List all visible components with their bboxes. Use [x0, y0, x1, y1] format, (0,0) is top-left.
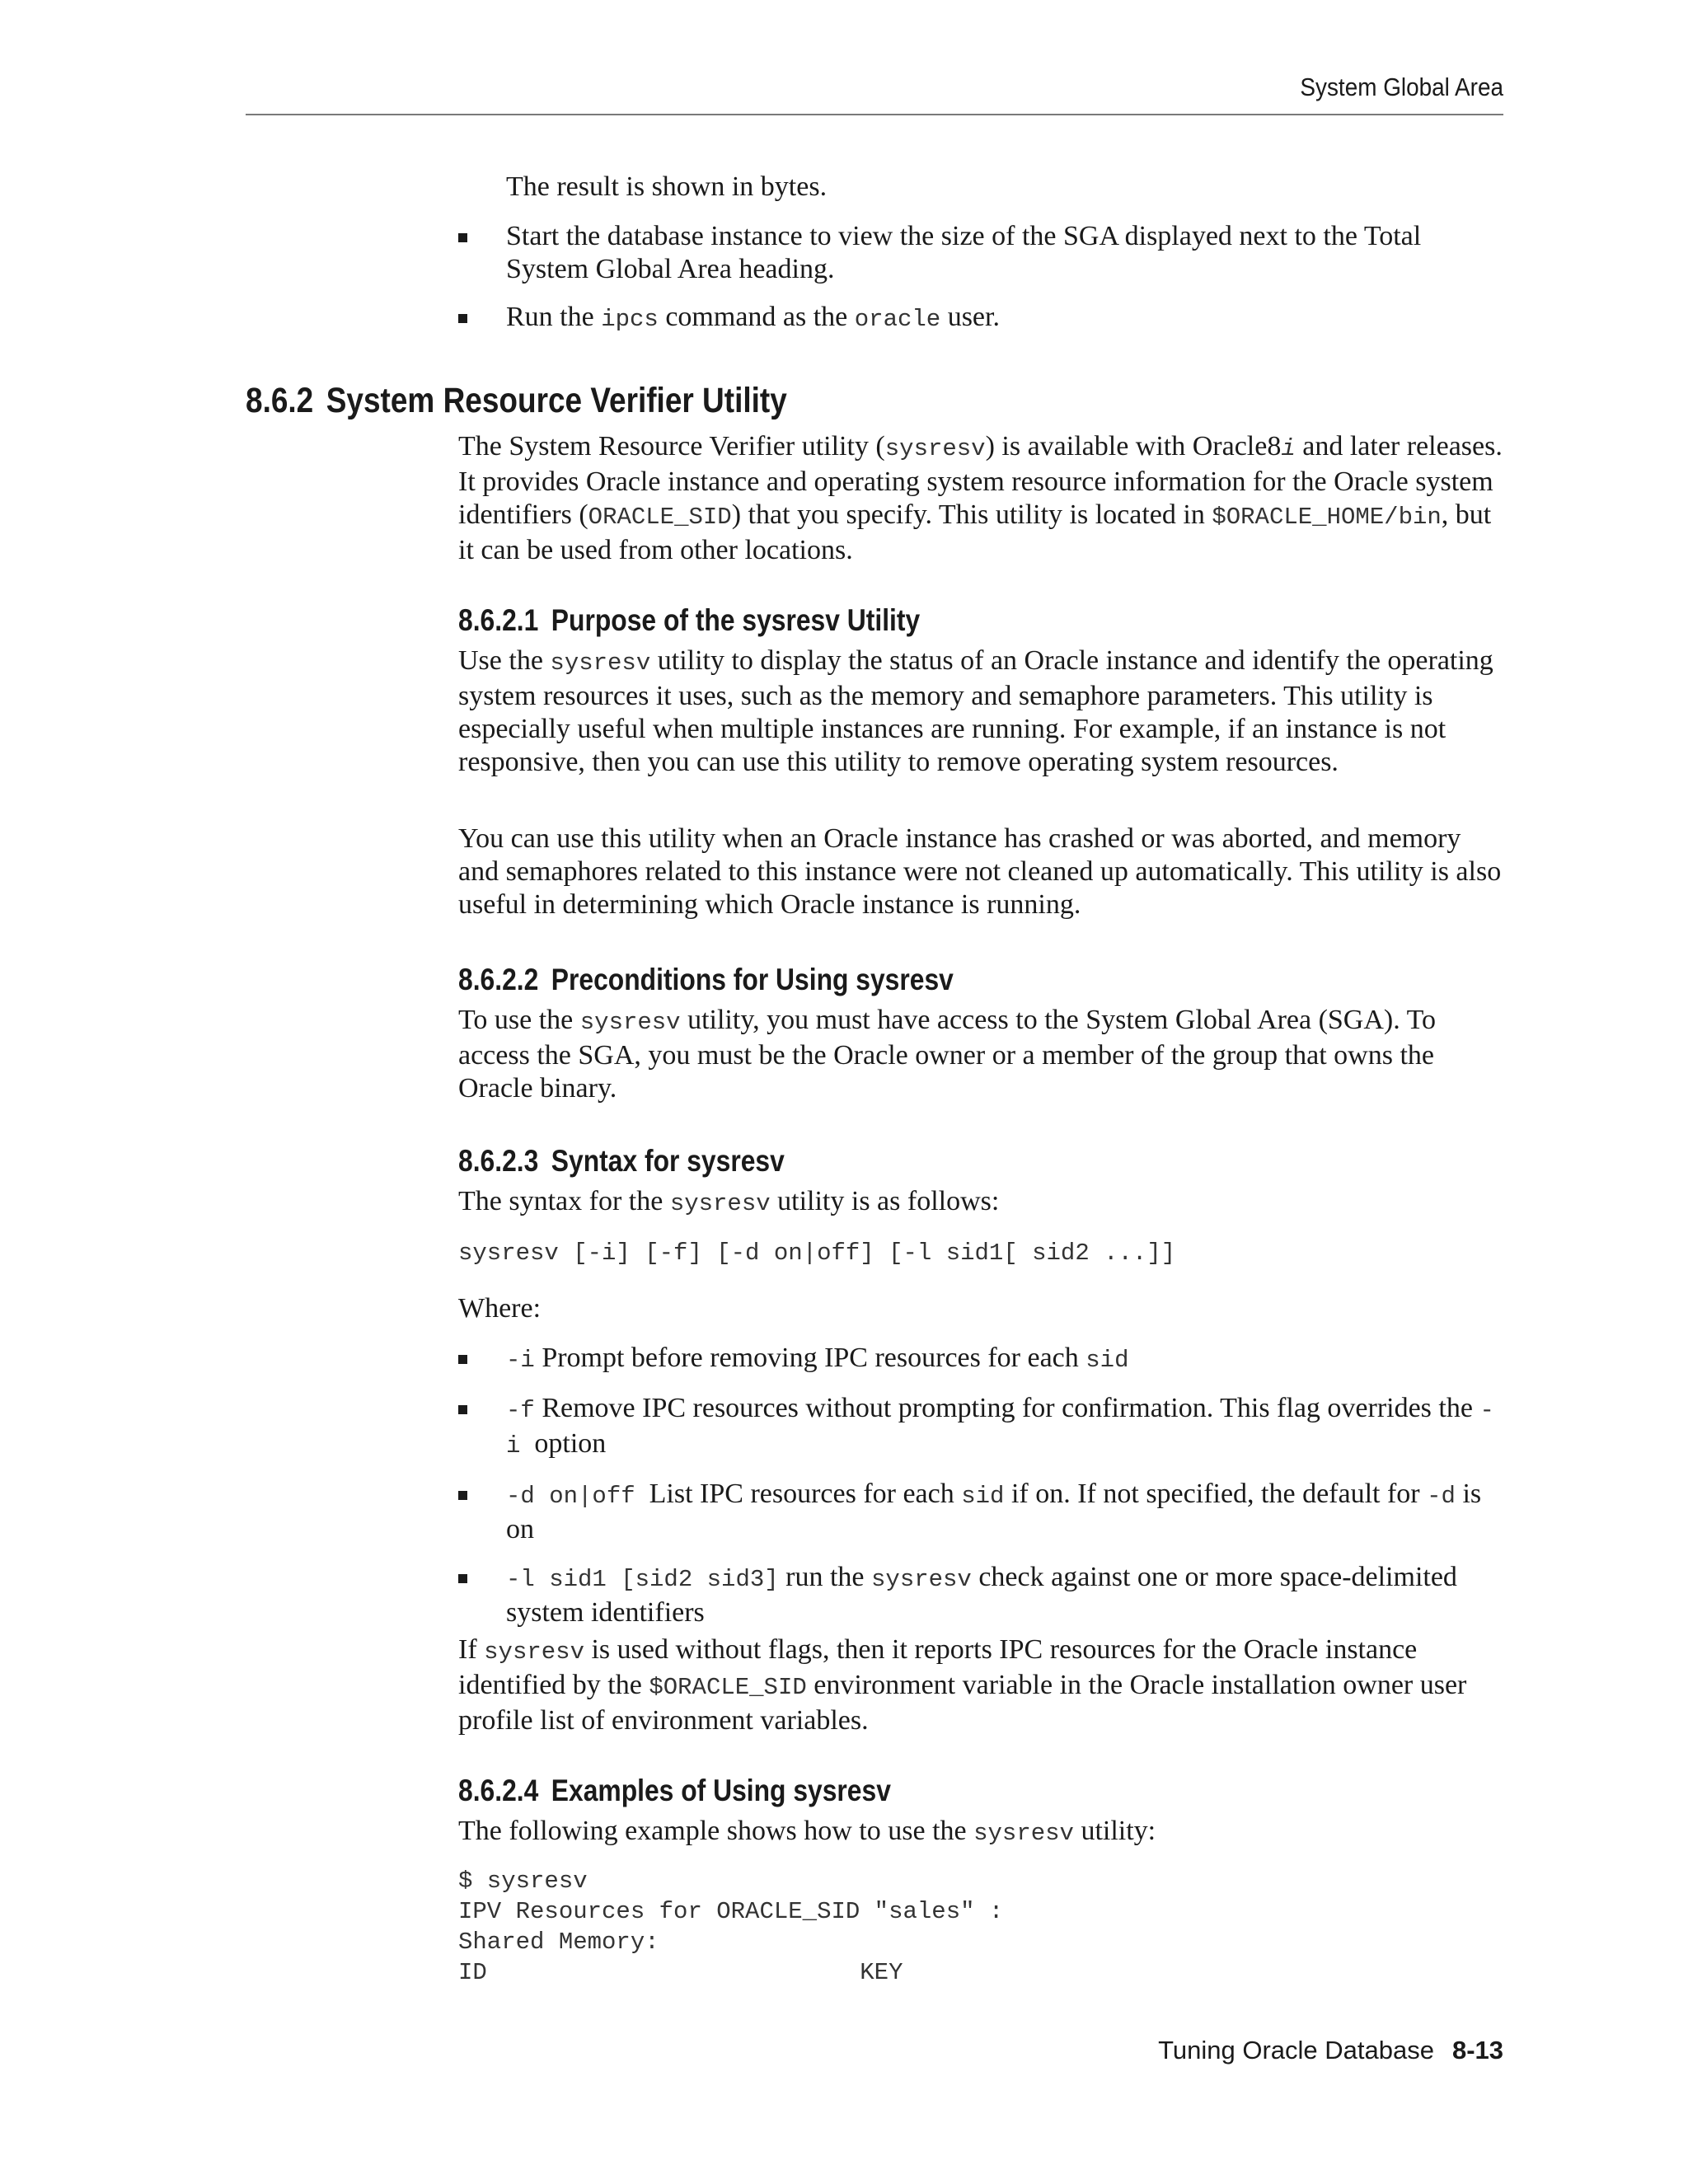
bullet-icon: [458, 1405, 467, 1414]
syntax-paragraph-2: If sysresv is used without flags, then it reports IPC resources for the Oracle instance identified by the $ORACLE_SID environment variable in the Oracle installation owner user profile list of environment variables.: [458, 1634, 1467, 1736]
subsection-heading-preconditions: 8.6.2.2 Preconditions for Using sysresv: [458, 963, 954, 996]
code-line: IPV Resources for ORACLE_SID "sales" :: [458, 1898, 1004, 1925]
list-item: Run the ipcs command as the oracle user.: [458, 301, 1505, 336]
purpose-paragraph-2: You can use this utility when an Oracle instance has crashed or was aborted, and memory and semaphores related to this instance were not cleaned up automatically. This utility is also useful in determining which Oracle instance is running.: [458, 823, 1502, 920]
purpose-paragraph-1: Use the sysresv utility to display the status of an Oracle instance and identify the operating system resources it uses, such as the memory and semaphore parameters. This utility is especially useful when multiple instances are running. For example, if an instance is not responsive, then you can use this utility to remove operating system resources.: [458, 645, 1493, 777]
subsection-heading-examples: 8.6.2.4 Examples of Using sysresv: [458, 1774, 891, 1807]
list-item: Start the database instance to view the size of the SGA displayed next to the Total System Global Area heading.: [458, 220, 1505, 286]
section-paragraph: The System Resource Verifier utility (sysresv) is available with Oracle8i and later releases. It provides Oracle instance and operating system resource information for the Oracle system identifiers (ORACLE_SID) that you specify. This utility is located in $ORACLE_HOME/bin, but it can be used from other locations.: [458, 431, 1503, 565]
list-item: -l sid1 [sid2 sid3] run the sysresv check against one or more space-delimited system identifiers: [458, 1561, 1505, 1629]
example-code: [458, 1866, 1003, 1988]
list-item: -f Remove IPC resources without prompting for confirmation. This flag overrides the -i option: [458, 1392, 1505, 1463]
bullet-icon: [458, 1491, 467, 1500]
running-footer: [247, 2036, 1503, 2065]
preconditions-paragraph: To use the sysresv utility, you must have access to the System Global Area (SGA). To access the SGA, you must be the Oracle owner or a member of the group that owns the Oracle binary.: [458, 1005, 1437, 1104]
bullet-icon: [458, 314, 467, 323]
examples-intro: The following example shows how to use the sysresv utility:: [458, 1816, 1156, 1847]
footer-title: Tuning Oracle Database: [1158, 2036, 1434, 2064]
subsection-heading-syntax: 8.6.2.3 Syntax for sysresv: [458, 1144, 785, 1178]
page-number: 8-13: [1451, 2036, 1503, 2064]
code-line: ID KEY: [458, 1959, 903, 1986]
section-heading: 8.6.2 System Resource Verifier Utility: [246, 381, 787, 420]
bullet-icon: [458, 233, 467, 242]
intro-bullet-list: [458, 220, 1505, 336]
code-line: Shared Memory:: [458, 1929, 659, 1956]
code-line: $ sysresv: [458, 1868, 588, 1895]
bullet-icon: [458, 1355, 467, 1364]
subsection-heading-purpose: 8.6.2.1 Purpose of the sysresv Utility: [458, 603, 921, 637]
result-line: The result is shown in bytes.: [506, 171, 828, 202]
syntax-intro: The syntax for the sysresv utility is as follows:: [458, 1186, 1000, 1217]
running-header: System Global Area: [1300, 73, 1503, 101]
list-item: -i Prompt before removing IPC resources for each sid: [458, 1342, 1505, 1377]
where-label: Where:: [458, 1293, 542, 1324]
syntax-code: sysresv [-i] [-f] [-d on|off] [-l sid1[ sid2 ...]]: [458, 1240, 1176, 1267]
options-list: [458, 1342, 1505, 1629]
header-rule: [246, 114, 1503, 115]
bullet-icon: [458, 1574, 467, 1583]
list-item: -d on|off List IPC resources for each sid if on. If not specified, the default for -d is on: [458, 1478, 1505, 1546]
